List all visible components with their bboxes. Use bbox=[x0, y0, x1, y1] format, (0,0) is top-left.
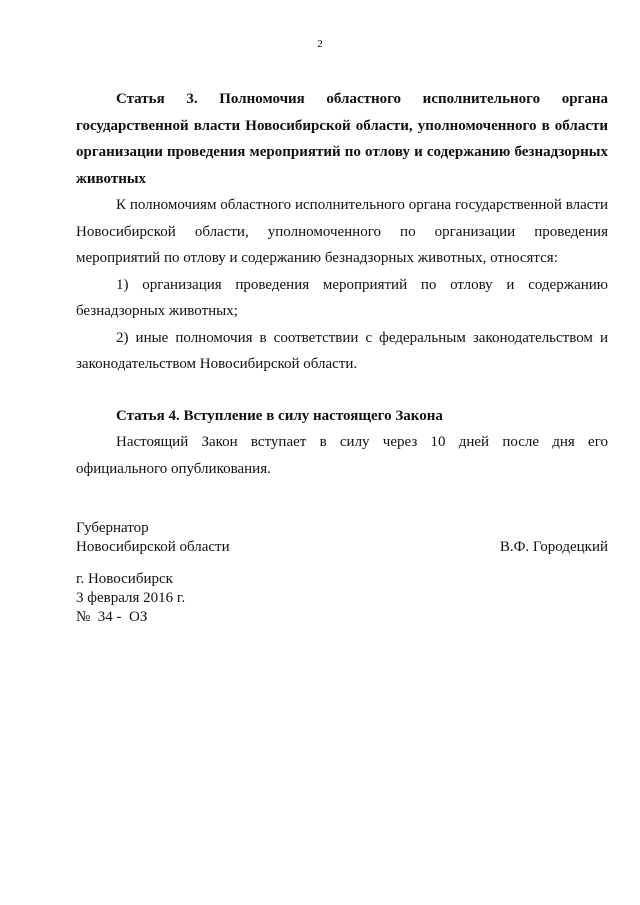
signature-row bbox=[76, 538, 608, 557]
document-body bbox=[76, 86, 608, 482]
article-3-item-1: 1) организация проведения мероприятий по отлову и содержанию безнадзорных животных; bbox=[76, 276, 608, 319]
signer-position-line-2: Новосибирской области bbox=[76, 539, 230, 555]
page-number: 2 bbox=[317, 38, 323, 50]
article-3-intro: К полномочиям областного исполнительного органа государственной власти Новосибирской области, уполномоченного по организации проведения мероприятий по отлову и содержанию безнадзорных животных, относятся: bbox=[76, 197, 608, 266]
law-number: № 34 - ОЗ bbox=[76, 609, 148, 625]
date: 3 февраля 2016 г. bbox=[76, 590, 186, 606]
article-4-text: Настоящий Закон вступает в силу через 10 дней после дня его официального опубликования. bbox=[76, 434, 608, 477]
article-3-item-2: 2) иные полномочия в соответствии с федеральным законодательством и законодательством Новосибирской области. bbox=[76, 329, 608, 372]
article-4-title: Статья 4. Вступление в силу настоящего Закона bbox=[116, 407, 443, 424]
city: г. Новосибирск bbox=[76, 571, 173, 587]
signer-name: В.Ф. Городецкий bbox=[499, 539, 608, 555]
signature-block bbox=[76, 519, 608, 557]
signer-position-line-1: Губернатор bbox=[76, 520, 149, 536]
article-3-title: Статья 3. Полномочия областного исполнительного органа государственной власти Новосибирской области, уполномоченного в области организации проведения мероприятий по отлову и содержанию безнадзорных животных bbox=[76, 91, 608, 187]
place-date-block bbox=[76, 570, 185, 627]
